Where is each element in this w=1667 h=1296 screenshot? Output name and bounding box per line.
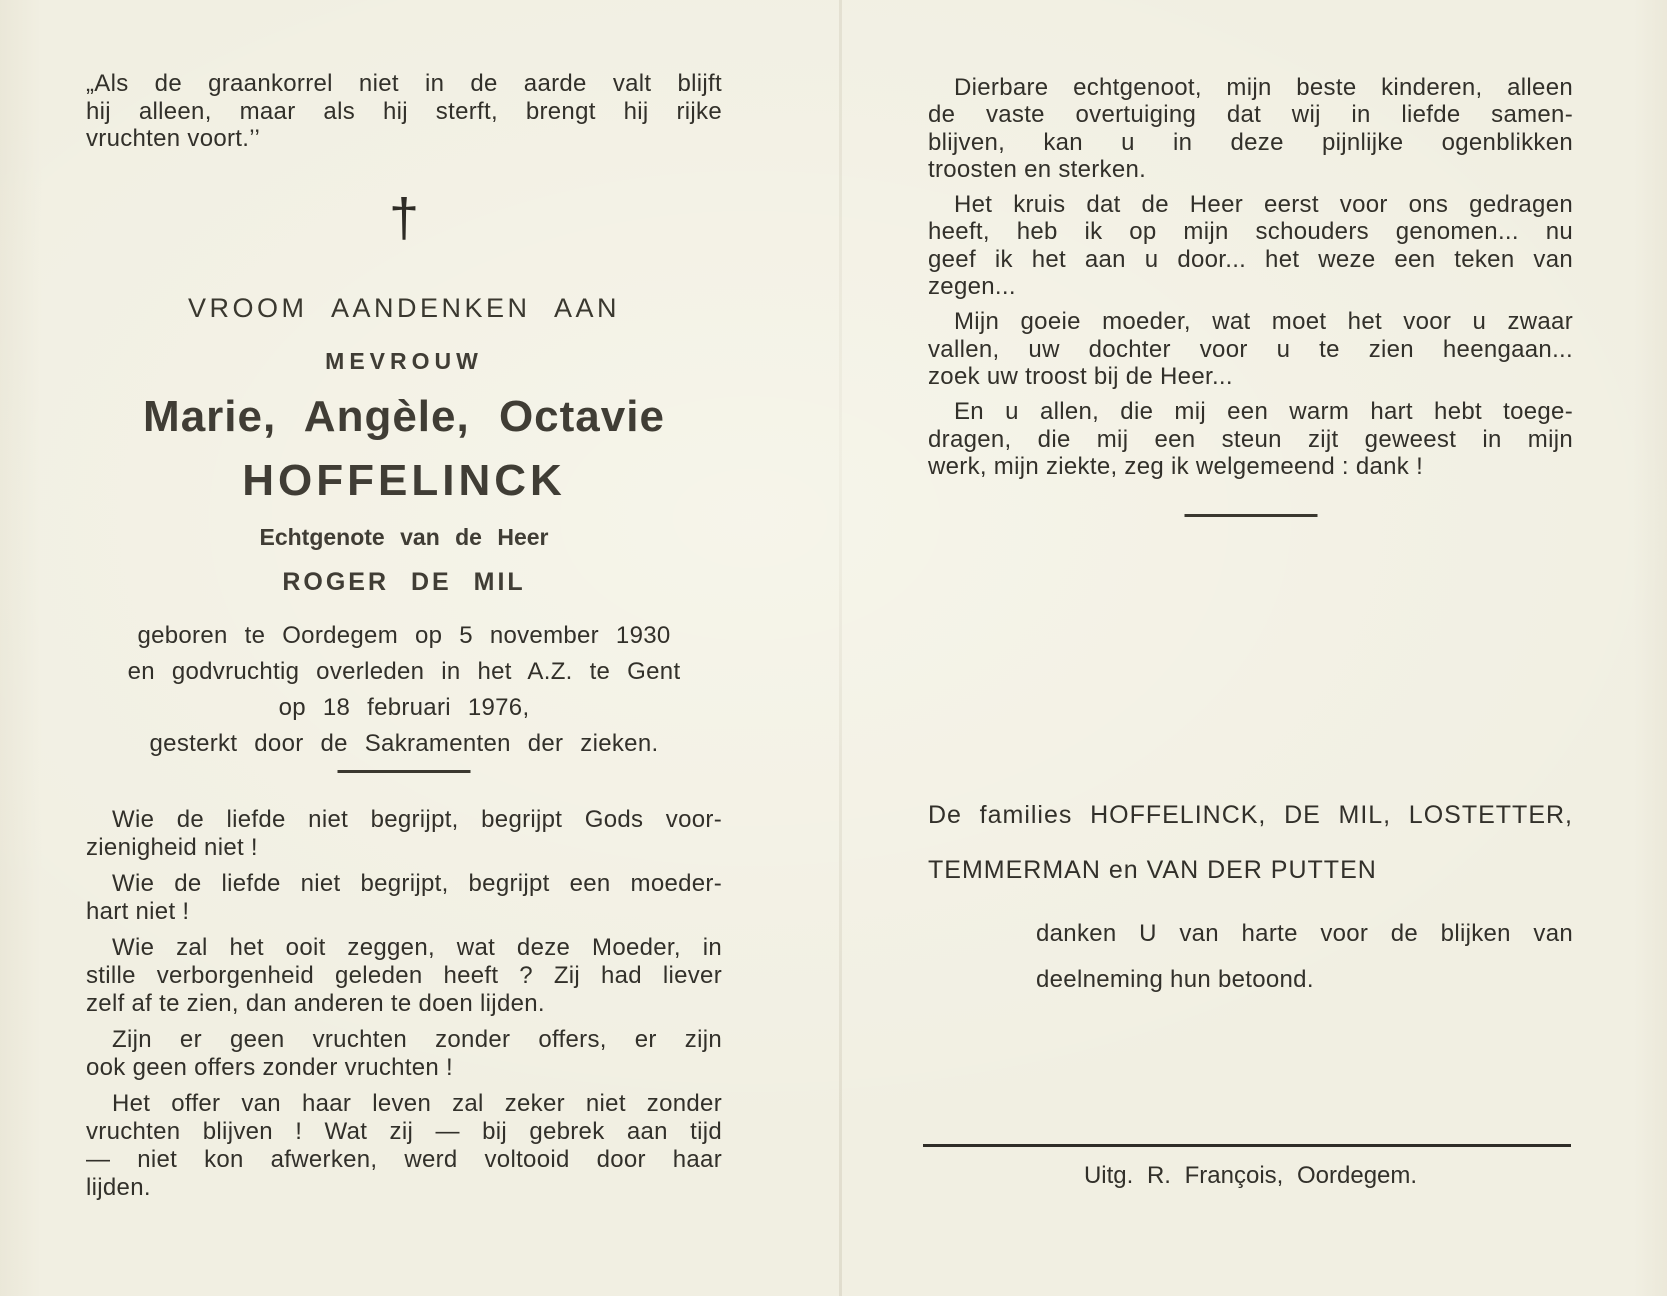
text-line: en godvruchtig overleden in het A.Z. te Gent — [127, 658, 681, 685]
left-page-column — [86, 0, 722, 1296]
right-paragraph-3 — [928, 308, 1573, 390]
text-line: vruchten blijven ! Wat zij — bij gebrek aan tijd — [86, 1118, 722, 1145]
text-line: — niet kon afwerken, werd voltooid door haar — [86, 1146, 722, 1173]
text-line: zienigheid niet ! — [86, 834, 258, 861]
text-line: Dierbare echtgenoot, mijn beste kinderen, alleen — [954, 74, 1573, 101]
divider-rule-left — [338, 770, 471, 773]
text-line: Het kruis dat de Heer eerst voor ons gedragen — [954, 191, 1573, 219]
deceased-family-name: HOFFELINCK — [242, 456, 566, 505]
spouse-name: ROGER DE MIL — [282, 568, 526, 596]
spouse-intro: Echtgenote van de Heer — [259, 524, 549, 550]
text-line: „Als de graankorrel niet in de aarde valt blijft — [86, 70, 722, 97]
text-line: vruchten voort.’’ — [86, 125, 261, 152]
right-body-text — [928, 74, 1573, 488]
text-line: stille verborgenheid geleden heeft ? Zij had liever — [86, 962, 722, 989]
text-line: de vaste overtuiging dat wij in liefde samen- — [928, 101, 1573, 129]
thanks-line-1: danken U van harte voor de blijken van — [1036, 920, 1573, 947]
text-line: Wie de liefde niet begrijpt, begrijpt een moeder- — [112, 870, 722, 897]
left-body-text — [86, 806, 722, 1210]
publisher-rule — [923, 1144, 1571, 1147]
text-line: troosten en sterken. — [928, 155, 1147, 183]
text-line: dragen, die mij een steun zijt geweest in mijn — [928, 425, 1573, 453]
thanks-line-2: deelneming hun betoond. — [1036, 966, 1314, 993]
right-page — [833, 0, 1667, 1296]
text-line: Het offer van haar leven zal zeker niet zonder — [112, 1090, 722, 1117]
right-paragraph-2 — [928, 191, 1573, 300]
text-line: Mijn goeie moeder, wat moet het voor u zwaar — [954, 308, 1573, 336]
divider-rule-right — [1184, 514, 1317, 517]
right-paragraph-4 — [928, 398, 1573, 480]
memorial-label: VROOM AANDENKEN AAN — [187, 293, 621, 323]
page-fold-line — [839, 0, 842, 1296]
left-paragraph-1 — [86, 806, 722, 862]
text-line: zegen... — [928, 273, 1016, 301]
left-paragraph-3 — [86, 934, 722, 1018]
text-line: ook geen offers zonder vruchten ! — [86, 1054, 454, 1081]
left-paragraph-5 — [86, 1090, 722, 1202]
text-line: Zijn er geen vruchten zonder offers, er zijn — [112, 1026, 722, 1053]
text-line: heeft, heb ik op mijn schouders genomen... nu — [928, 218, 1573, 246]
text-line: blijven, kan u in deze pijnlijke ogenblikken — [928, 128, 1573, 156]
publisher-credit: Uitg. R. François, Oordegem. — [1083, 1162, 1418, 1189]
deceased-given-names: Marie, Angèle, Octavie — [143, 392, 665, 441]
text-line: hij alleen, maar als hij sterft, brengt hij rijke — [86, 97, 722, 125]
families-line-2: TEMMERMAN en VAN DER PUTTEN — [928, 856, 1377, 884]
left-paragraph-2 — [86, 870, 722, 926]
text-line: geef ik het aan u door... het weze een teken van — [928, 245, 1573, 273]
text-line: Wie de liefde niet begrijpt, begrijpt Gods voor- — [112, 806, 722, 833]
text-line: vallen, uw dochter voor u te zien heengaan... — [928, 335, 1573, 363]
families-line-1: De families HOFFELINCK, DE MIL, LOSTETTER, — [928, 801, 1573, 829]
text-line: hart niet ! — [86, 898, 190, 925]
text-line: zoek uw troost bij de Heer... — [928, 362, 1233, 390]
right-paragraph-1 — [928, 74, 1573, 183]
text-line: werk, mijn ziekte, zeg ik welgemeend : dank ! — [928, 452, 1424, 480]
text-line: gesterkt door de Sakramenten der zieken. — [149, 730, 659, 757]
left-page — [0, 0, 833, 1296]
scripture-quote — [86, 70, 722, 153]
life-dates — [86, 618, 722, 762]
text-line: lijden. — [86, 1174, 151, 1201]
left-paragraph-4 — [86, 1026, 722, 1082]
right-page-column — [928, 0, 1573, 1296]
text-line: Wie zal het ooit zeggen, wat deze Moeder, in — [112, 934, 722, 961]
text-line: En u allen, die mij een warm hart hebt toege- — [954, 398, 1573, 426]
text-line: op 18 februari 1976, — [278, 694, 530, 721]
salutation: MEVROUW — [325, 348, 483, 374]
memorial-cross-icon: † — [388, 188, 420, 248]
text-line: zelf af te zien, dan anderen te doen lijden. — [86, 990, 545, 1017]
text-line: geboren te Oordegem op 5 november 1930 — [137, 622, 671, 649]
